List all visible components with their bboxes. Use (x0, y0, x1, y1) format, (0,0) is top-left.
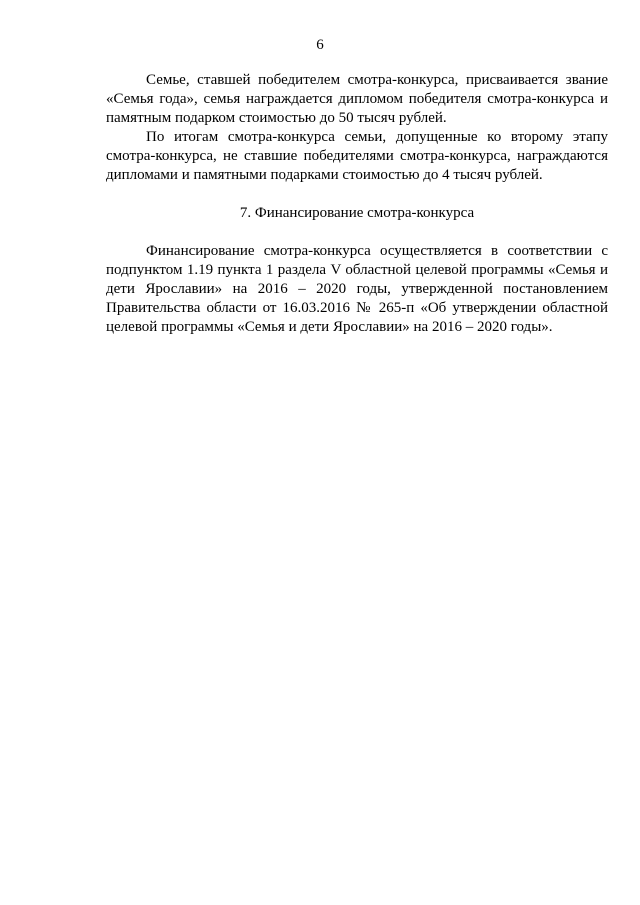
paragraph-financing: Финансирование смотра-конкурса осуществляется в соответствии с подпунктом 1.19 пункта 1 раздела V областной целевой программы «Семья и дети Ярославии» на 2016 – 2020 годы, утвержденной постановлением Правительства области от 16.03.2016 № 265-п «Об утверждении областной целевой программы «Семья и дети Ярославии» на 2016 – 2020 годы». (106, 243, 608, 335)
paragraph-participants-award: По итогам смотра-конкурса семьи, допущенные ко второму этапу смотра-конкурса, не ставшие победителями смотра-конкурса, награждаются дипломами и памятными подарками стоимостью до 4 тысяч рублей. (106, 129, 608, 183)
paragraph-winner-award: Семье, ставшей победителем смотра-конкурса, присваивается звание «Семья года», семья награждается дипломом победителя смотра-конкурса и памятным подарком стоимостью до 50 тысяч рублей. (106, 72, 608, 126)
section-heading-financing: 7. Финансирование смотра-конкурса (239, 205, 475, 221)
page-number: 6 (316, 37, 324, 53)
document-body (106, 71, 608, 337)
